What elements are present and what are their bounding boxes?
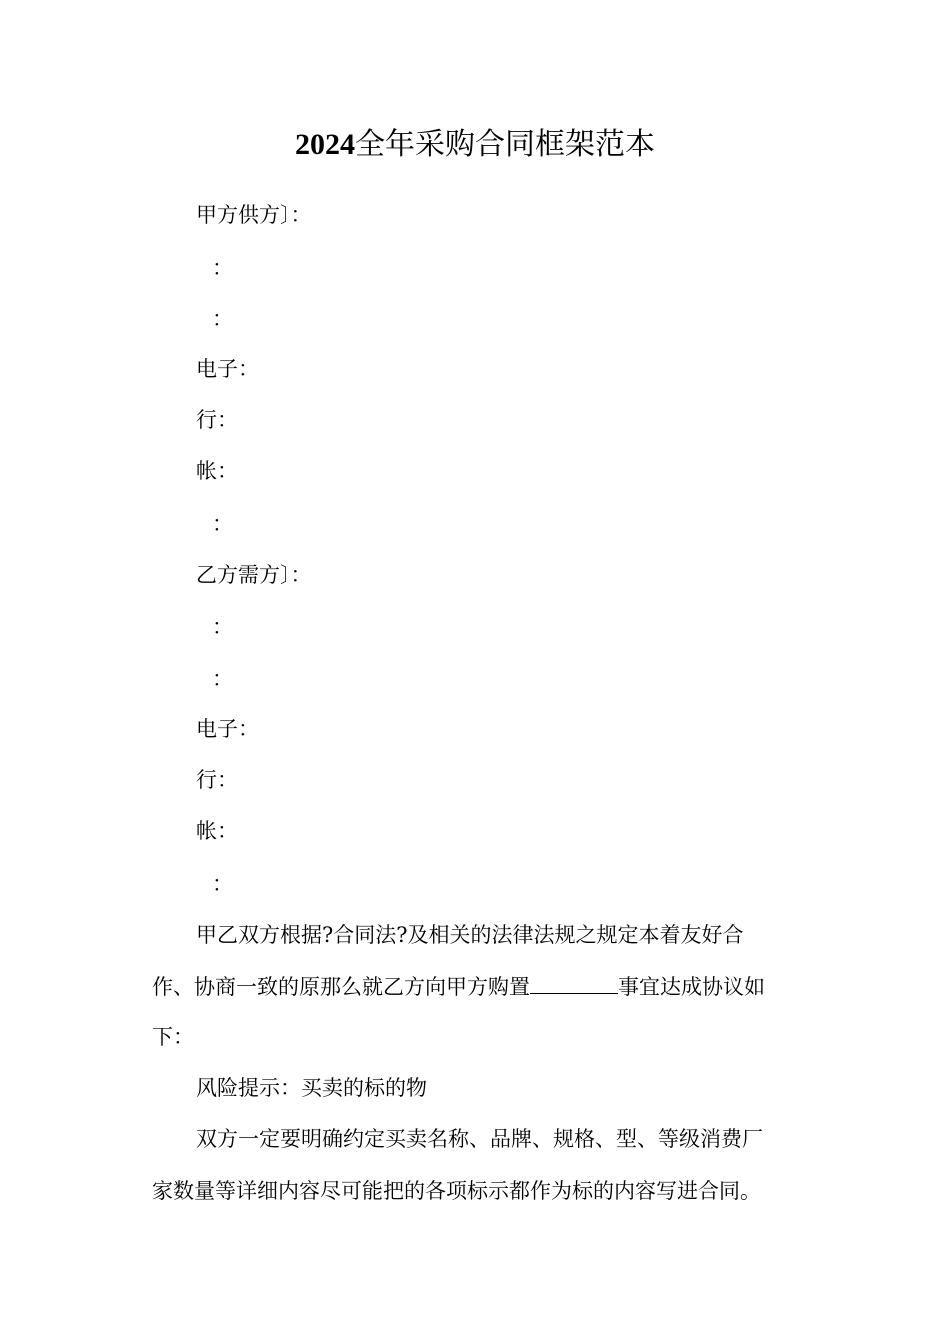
- party-b-field-1: ：: [212, 615, 233, 639]
- preamble-line-2-end: 事宜达成协议如: [618, 975, 765, 999]
- party-a-field-1: ：: [212, 256, 233, 280]
- purchase-item-blank: [530, 971, 618, 994]
- title-year: 2024: [295, 128, 355, 161]
- party-b-bank: 行：: [196, 768, 238, 792]
- party-a-heading: 甲方供方〕：: [196, 203, 312, 227]
- preamble-line-3: 下：: [152, 1025, 194, 1049]
- party-b-field-3: ：: [212, 872, 233, 896]
- preamble-line-2-start: 作、协商一致的原那么就乙方向甲方购置: [152, 975, 530, 999]
- party-a-account: 帐：: [196, 459, 238, 483]
- title-text: 全年采购合同框架范本: [355, 127, 655, 162]
- party-a-field-3: ：: [212, 512, 233, 536]
- preamble-line-2: [152, 971, 765, 1002]
- party-b-field-2: ：: [212, 667, 233, 691]
- party-b-account: 帐：: [196, 819, 238, 843]
- risk-line-1: 双方一定要明确约定买卖名称、品牌、规格、型、等级消费厂: [196, 1127, 763, 1151]
- party-a-email: 电子：: [196, 357, 259, 381]
- party-a-bank: 行：: [196, 408, 238, 432]
- party-a-field-2: ：: [212, 307, 233, 331]
- party-b-email: 电子：: [196, 717, 259, 741]
- party-b-heading: 乙方需方〕：: [196, 563, 312, 587]
- risk-heading: 风险提示：买卖的标的物: [196, 1076, 427, 1100]
- preamble-line-1: 甲乙双方根据?合同法?及相关的法律法规之规定本着友好合: [196, 923, 744, 947]
- risk-line-2: 家数量等详细内容尽可能把的各项标示都作为标的内容写进合同。: [152, 1179, 761, 1203]
- document-title: [0, 122, 950, 168]
